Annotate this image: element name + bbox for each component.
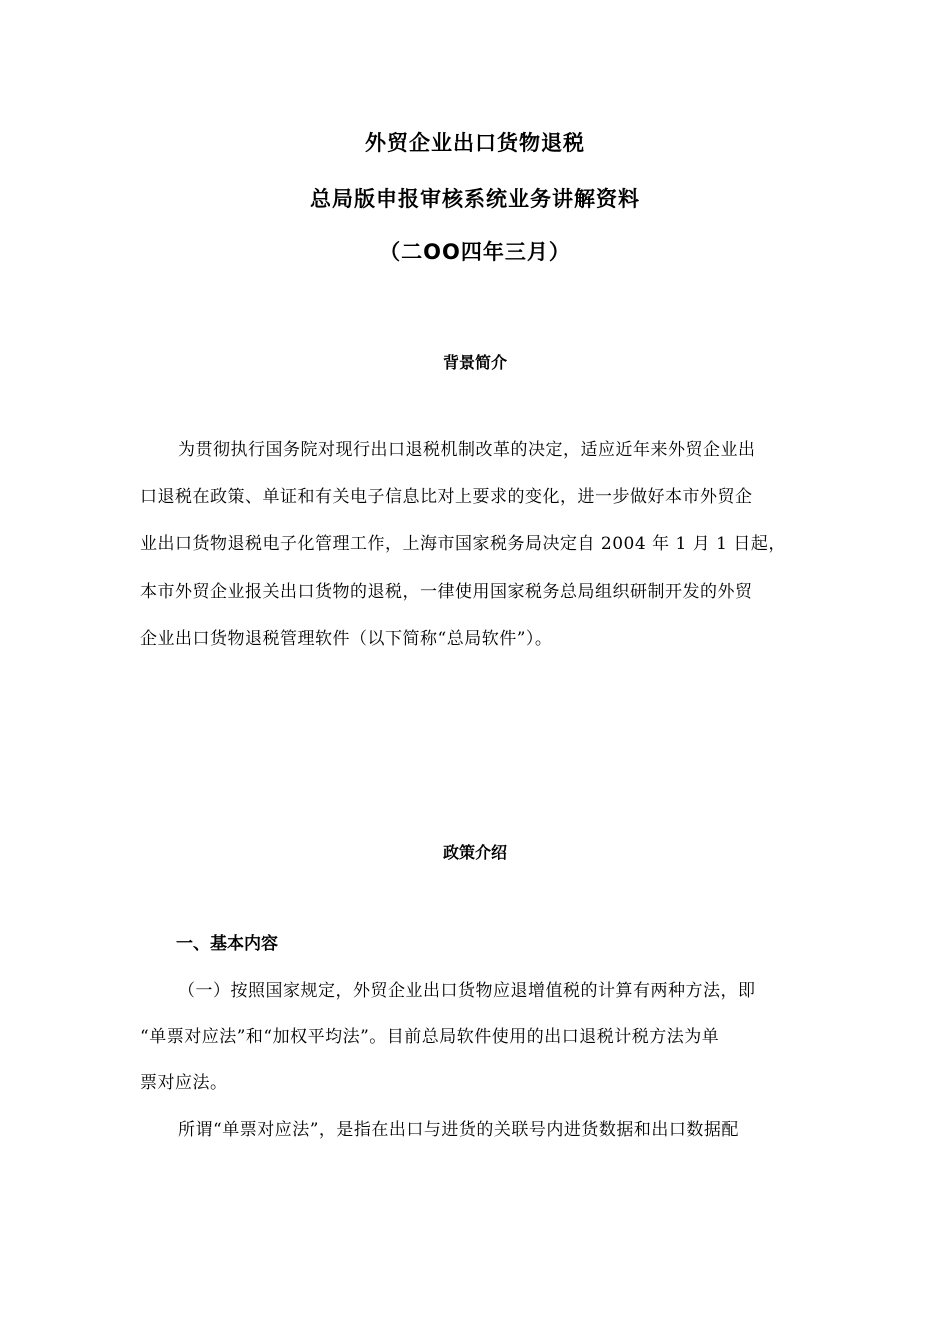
section-heading-background: 背景简介 [442,353,507,372]
policy-paragraph-line: 所谓“单票对应法”，是指在出口与进货的关联号内进货数据和出口数据配 [178,1120,739,1140]
document-title-line-1: 外贸企业出口货物退税 [365,131,585,155]
policy-paragraph-line: 票对应法。 [140,1073,228,1093]
document-title-line-2: 总局版申报审核系统业务讲解资料 [310,187,640,211]
background-paragraph-line: 企业出口货物退税管理软件（以下简称“总局软件”）。 [140,629,553,649]
background-paragraph-line: 业出口货物退税电子化管理工作，上海市国家税务局决定自 2004 年 1 月 1 日起， [140,534,786,554]
policy-paragraph-line: （一）按照国家规定，外贸企业出口货物应退增值税的计算有两种方法，即 [178,981,756,1001]
background-paragraph-line: 口退税在政策、单证和有关电子信息比对上要求的变化，进一步做好本市外贸企 [140,487,753,507]
policy-paragraph-line: “单票对应法”和“加权平均法”。目前总局软件使用的出口退税计税方法为单 [140,1027,720,1047]
subheading-basic-content: 一、基本内容 [176,934,278,954]
section-heading-policy: 政策介绍 [442,843,507,862]
document-title-date: （二OO四年三月） [379,240,571,264]
background-paragraph-line: 为贯彻执行国务院对现行出口退税机制改革的决定，适应近年来外贸企业出 [178,440,756,460]
background-paragraph-line: 本市外贸企业报关出口货物的退税，一律使用国家税务总局组织研制开发的外贸 [140,582,753,602]
